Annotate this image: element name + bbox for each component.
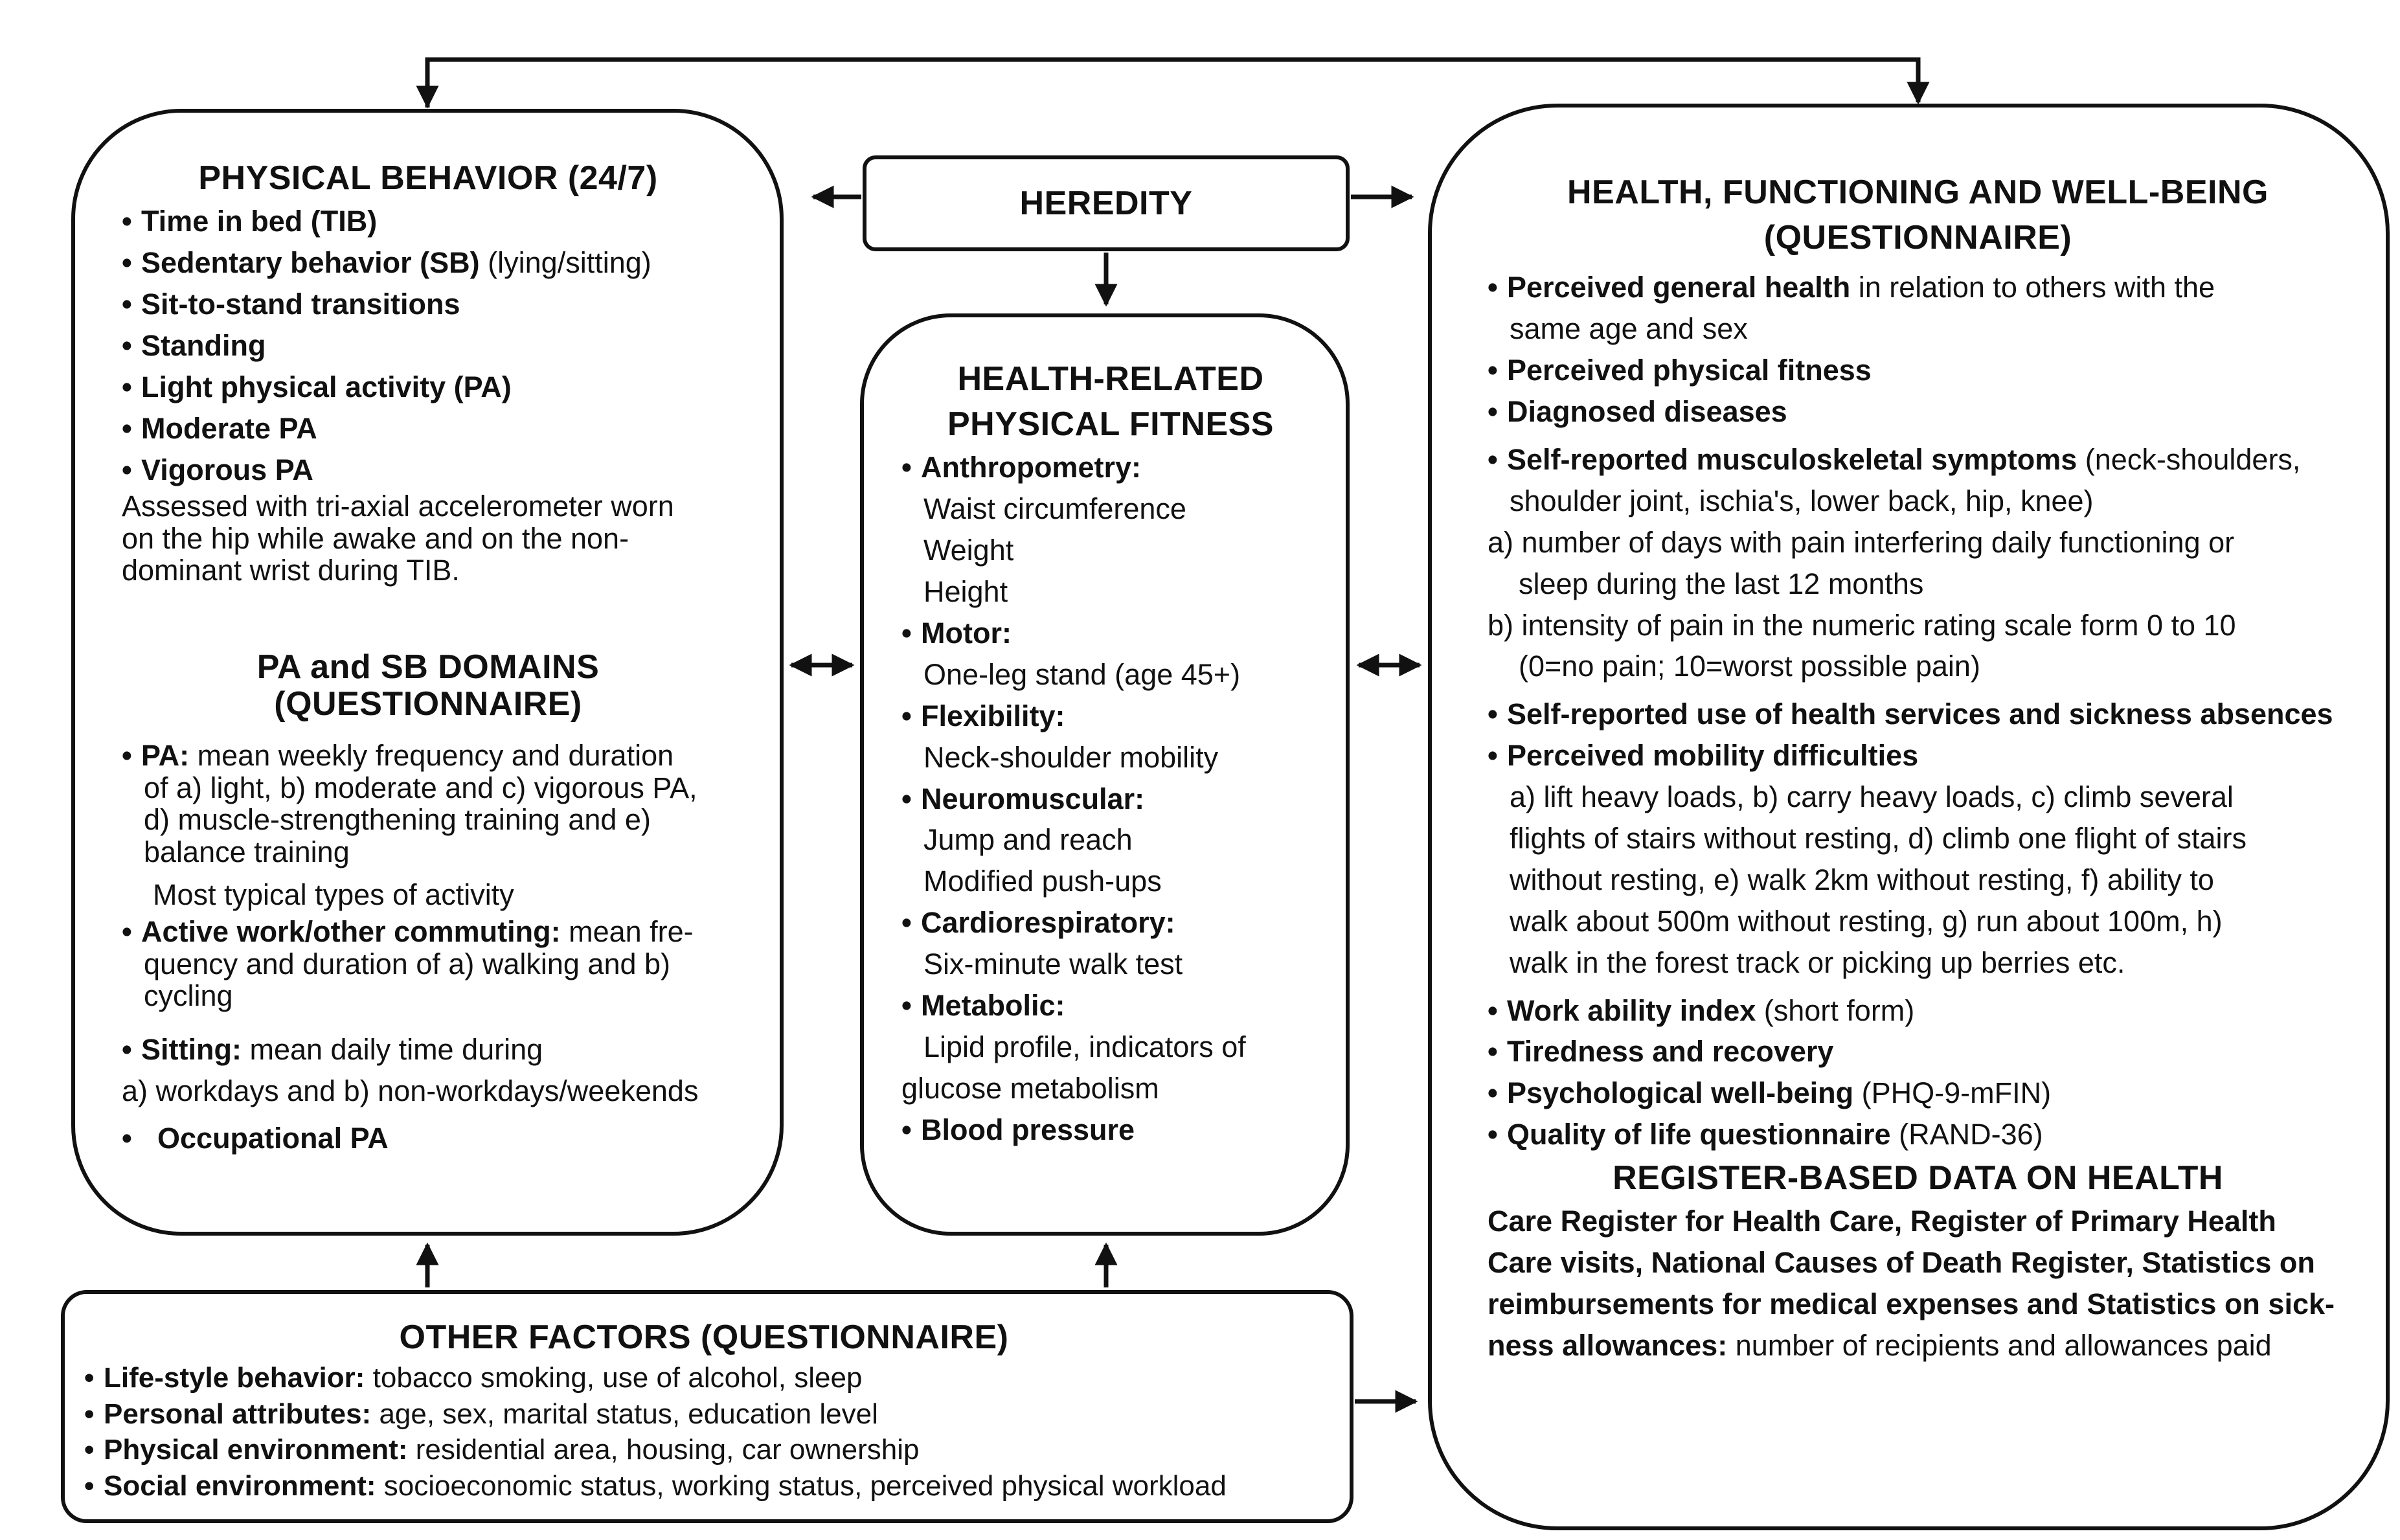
fitness-measure: Neck-shoulder mobility bbox=[923, 740, 1219, 774]
item-label: Work ability index bbox=[1507, 993, 1756, 1027]
item-label: Standing bbox=[141, 328, 266, 362]
item-detail: (RAND-36) bbox=[1890, 1118, 2043, 1151]
pa-label: PA: bbox=[141, 739, 190, 773]
pa-item bbox=[122, 740, 734, 772]
item-label: Sedentary behavior (SB) bbox=[141, 246, 480, 280]
commute-detail: mean fre- bbox=[560, 915, 694, 949]
health-item bbox=[1488, 1031, 2348, 1072]
list-item bbox=[122, 449, 734, 491]
sitting-label: Sitting: bbox=[141, 1032, 242, 1066]
register-line: Care visits, National Causes of Death Register, Statistics on bbox=[1488, 1246, 2315, 1280]
bullet: • bbox=[84, 1398, 95, 1430]
domains-title: PA and SB DOMAINS bbox=[256, 648, 600, 686]
factor-label: Personal attributes: bbox=[104, 1398, 372, 1430]
pa-detail: mean weekly frequency and duration bbox=[189, 739, 674, 773]
register-bold: ness allowances: bbox=[1488, 1328, 1728, 1362]
fitness-subtitle: PHYSICAL FITNESS bbox=[947, 405, 1274, 444]
fitness-measure: One-leg stand (age 45+) bbox=[923, 657, 1241, 691]
item-detail: (PHQ-9-mFIN) bbox=[1853, 1076, 2052, 1110]
fitness-measure: Modified push-ups bbox=[923, 865, 1162, 898]
anthropometry-label: Anthropometry: bbox=[921, 451, 1141, 484]
other-factors-title: OTHER FACTORS (QUESTIONNAIRE) bbox=[399, 1319, 1009, 1356]
item-label: Perceived physical fitness bbox=[1507, 354, 1872, 387]
health-item bbox=[1488, 350, 2348, 391]
bullet: • bbox=[122, 739, 132, 773]
physical-behavior-box bbox=[71, 109, 784, 1236]
register-detail: number of recipients and allowances paid bbox=[1727, 1328, 2272, 1362]
factor-detail: age, sex, marital status, education level bbox=[371, 1398, 878, 1430]
pa-detail-line: balance training bbox=[144, 835, 350, 868]
bullet: • bbox=[1488, 697, 1498, 731]
bullet: • bbox=[122, 453, 132, 486]
factor-label: Life-style behavior: bbox=[104, 1362, 365, 1394]
fitness-measure: Weight bbox=[923, 534, 1014, 567]
item-detail: (neck-shoulders, bbox=[2077, 442, 2301, 476]
factor-item bbox=[84, 1432, 1324, 1467]
pa-detail-line: of a) light, b) moderate and c) vigorous PA, bbox=[144, 771, 697, 804]
bullet: • bbox=[901, 451, 912, 484]
fitness-measure: Jump and reach bbox=[923, 823, 1133, 857]
list-item bbox=[122, 408, 734, 449]
accelerometer-note: on the hip while awake and on the non- bbox=[122, 521, 629, 555]
blood-pressure-label: Blood pressure bbox=[921, 1113, 1135, 1146]
occupational-item bbox=[122, 1118, 734, 1159]
bullet: • bbox=[122, 328, 132, 362]
bullet: • bbox=[84, 1434, 95, 1466]
bullet: • bbox=[122, 1122, 132, 1155]
bullet: • bbox=[122, 915, 132, 949]
fitness-title: HEALTH-RELATED bbox=[957, 360, 1264, 398]
health-item-detail: same age and sex bbox=[1510, 312, 1748, 346]
heredity-box bbox=[863, 155, 1350, 251]
list-item bbox=[122, 367, 734, 408]
factor-detail: residential area, housing, car ownership bbox=[407, 1434, 920, 1466]
bullet: • bbox=[1488, 271, 1498, 304]
motor-label: Motor: bbox=[921, 616, 1012, 650]
item-detail: in relation to others with the bbox=[1850, 271, 2215, 304]
top-connector bbox=[427, 60, 1918, 108]
list-item bbox=[122, 325, 734, 367]
fitness-box bbox=[860, 313, 1350, 1236]
bullet: • bbox=[1488, 1035, 1498, 1069]
item-label: Perceived general health bbox=[1507, 271, 1851, 304]
item-label: Self-reported musculoskeletal symptoms bbox=[1507, 442, 2077, 476]
health-item-detail: b) intensity of pain in the numeric rating scale form 0 to 10 bbox=[1488, 608, 2236, 642]
bullet: • bbox=[901, 616, 912, 650]
register-title: REGISTER-BASED DATA ON HEALTH bbox=[1613, 1159, 2223, 1197]
health-box bbox=[1428, 104, 2390, 1530]
bullet: • bbox=[122, 205, 132, 238]
bullet: • bbox=[901, 988, 912, 1022]
neuromuscular-label: Neuromuscular: bbox=[921, 782, 1145, 815]
heredity-title: HEREDITY bbox=[1019, 185, 1193, 222]
metabolic-heading bbox=[901, 985, 1320, 1026]
fitness-measure: Height bbox=[923, 575, 1008, 609]
item-label: Moderate PA bbox=[141, 411, 317, 445]
bullet: • bbox=[1488, 1076, 1498, 1110]
sitting-detail-line: a) workdays and b) non-workdays/weekends bbox=[122, 1074, 699, 1107]
item-label: Quality of life questionnaire bbox=[1507, 1118, 1891, 1151]
item-label: Time in bed (TIB) bbox=[141, 205, 378, 238]
item-label: Vigorous PA bbox=[141, 453, 313, 486]
bullet: • bbox=[84, 1362, 95, 1394]
cardio-label: Cardiorespiratory: bbox=[921, 906, 1175, 940]
health-item bbox=[1488, 391, 2348, 433]
occupational-label: Occupational PA bbox=[157, 1122, 389, 1155]
bullet: • bbox=[1488, 395, 1498, 429]
accelerometer-note: Assessed with tri-axial accelerometer worn bbox=[122, 490, 674, 523]
factor-detail: tobacco smoking, use of alcohol, sleep bbox=[365, 1362, 863, 1394]
bullet: • bbox=[122, 411, 132, 445]
sitting-item bbox=[122, 1029, 734, 1070]
fitness-measure: glucose metabolism bbox=[901, 1071, 1159, 1105]
health-item-detail: sleep during the last 12 months bbox=[1519, 567, 1924, 600]
fitness-measure: Waist circumference bbox=[923, 492, 1186, 526]
factor-label: Social environment: bbox=[104, 1469, 376, 1502]
bullet: • bbox=[122, 287, 132, 321]
commute-detail-line: quency and duration of a) walking and b) bbox=[144, 947, 671, 980]
health-item-detail: flights of stairs without resting, d) climb one flight of stairs bbox=[1510, 821, 2247, 855]
domains-subtitle: (QUESTIONNAIRE) bbox=[274, 685, 582, 723]
factor-item bbox=[84, 1396, 1324, 1432]
bullet: • bbox=[901, 1113, 912, 1146]
health-item bbox=[1488, 1072, 2348, 1114]
health-item bbox=[1488, 267, 2348, 308]
bullet: • bbox=[1488, 442, 1498, 476]
list-item bbox=[122, 284, 734, 325]
health-item-detail: (0=no pain; 10=worst possible pain) bbox=[1519, 650, 1980, 683]
factor-detail: socioeconomic status, working status, perceived physical workload bbox=[376, 1469, 1227, 1502]
sitting-detail: mean daily time during bbox=[241, 1032, 543, 1066]
health-item-detail: walk in the forest track or picking up berries etc. bbox=[1510, 946, 2125, 979]
bullet: • bbox=[1488, 1118, 1498, 1151]
factor-label: Physical environment: bbox=[104, 1434, 408, 1466]
item-label: Psychological well-being bbox=[1507, 1076, 1854, 1110]
anthropometry-heading bbox=[901, 447, 1320, 488]
commute-detail-line: cycling bbox=[144, 979, 233, 1013]
factor-item bbox=[84, 1360, 1324, 1396]
health-subtitle: (QUESTIONNAIRE) bbox=[1763, 219, 2072, 257]
item-detail: (short form) bbox=[1756, 993, 1915, 1027]
bullet: • bbox=[84, 1469, 95, 1502]
item-label: Self-reported use of health services and sickness absences bbox=[1507, 697, 2333, 731]
bullet: • bbox=[122, 370, 132, 403]
factor-item bbox=[84, 1468, 1324, 1504]
health-title: HEALTH, FUNCTIONING AND WELL-BEING bbox=[1567, 174, 2269, 211]
health-item bbox=[1488, 439, 2348, 481]
behavior-list bbox=[122, 201, 734, 490]
item-label: Light physical activity (PA) bbox=[141, 370, 512, 403]
bullet: • bbox=[1488, 993, 1498, 1027]
bullet: • bbox=[901, 699, 912, 732]
other-factors-box bbox=[61, 1290, 1353, 1523]
fitness-measure: Six-minute walk test bbox=[923, 947, 1183, 981]
typical-activity: Most typical types of activity bbox=[153, 878, 514, 912]
item-label: Tiredness and recovery bbox=[1507, 1035, 1834, 1069]
register-line: Care Register for Health Care, Register of Primary Health bbox=[1488, 1205, 2276, 1238]
item-label: Perceived mobility difficulties bbox=[1507, 739, 1919, 773]
list-item bbox=[122, 201, 734, 242]
bullet: • bbox=[1488, 354, 1498, 387]
flexibility-label: Flexibility: bbox=[921, 699, 1065, 732]
flexibility-heading bbox=[901, 696, 1320, 737]
fitness-measure: Lipid profile, indicators of bbox=[923, 1030, 1246, 1063]
cardio-heading bbox=[901, 902, 1320, 944]
commute-item bbox=[122, 916, 734, 948]
metabolic-label: Metabolic: bbox=[921, 988, 1065, 1022]
physical-behavior-title: PHYSICAL BEHAVIOR (24/7) bbox=[198, 159, 658, 197]
item-label: Diagnosed diseases bbox=[1507, 395, 1787, 429]
register-line bbox=[1488, 1325, 2348, 1366]
item-label: Sit-to-stand transitions bbox=[141, 287, 460, 321]
health-item-detail: walk about 500m without resting, g) run about 100m, h) bbox=[1510, 904, 2223, 938]
register-line: reimbursements for medical expenses and Statistics on sick- bbox=[1488, 1287, 2335, 1321]
blood-pressure-heading bbox=[901, 1109, 1320, 1151]
health-item bbox=[1488, 1114, 2348, 1155]
health-item-detail: without resting, e) walk 2km without resting, f) ability to bbox=[1510, 863, 2214, 896]
pa-detail-line: d) muscle-strengthening training and e) bbox=[144, 803, 651, 837]
list-item bbox=[122, 242, 734, 284]
bullet: • bbox=[122, 1032, 132, 1066]
health-item bbox=[1488, 735, 2348, 776]
bullet: • bbox=[122, 246, 132, 280]
health-item-detail: a) lift heavy loads, b) carry heavy loads, c) climb several bbox=[1510, 780, 2234, 814]
bullet: • bbox=[901, 906, 912, 940]
bullet: • bbox=[1488, 739, 1498, 773]
item-detail: (lying/sitting) bbox=[479, 246, 651, 280]
health-item-detail: shoulder joint, ischia's, lower back, hip, knee) bbox=[1510, 484, 2094, 517]
accelerometer-note: dominant wrist during TIB. bbox=[122, 554, 460, 587]
health-item-detail: a) number of days with pain interfering daily functioning or bbox=[1488, 525, 2235, 559]
health-item bbox=[1488, 694, 2348, 735]
commute-label: Active work/other commuting: bbox=[141, 915, 561, 949]
neuromuscular-heading bbox=[901, 778, 1320, 820]
bullet: • bbox=[901, 782, 912, 815]
motor-heading bbox=[901, 613, 1320, 654]
health-item bbox=[1488, 990, 2348, 1032]
